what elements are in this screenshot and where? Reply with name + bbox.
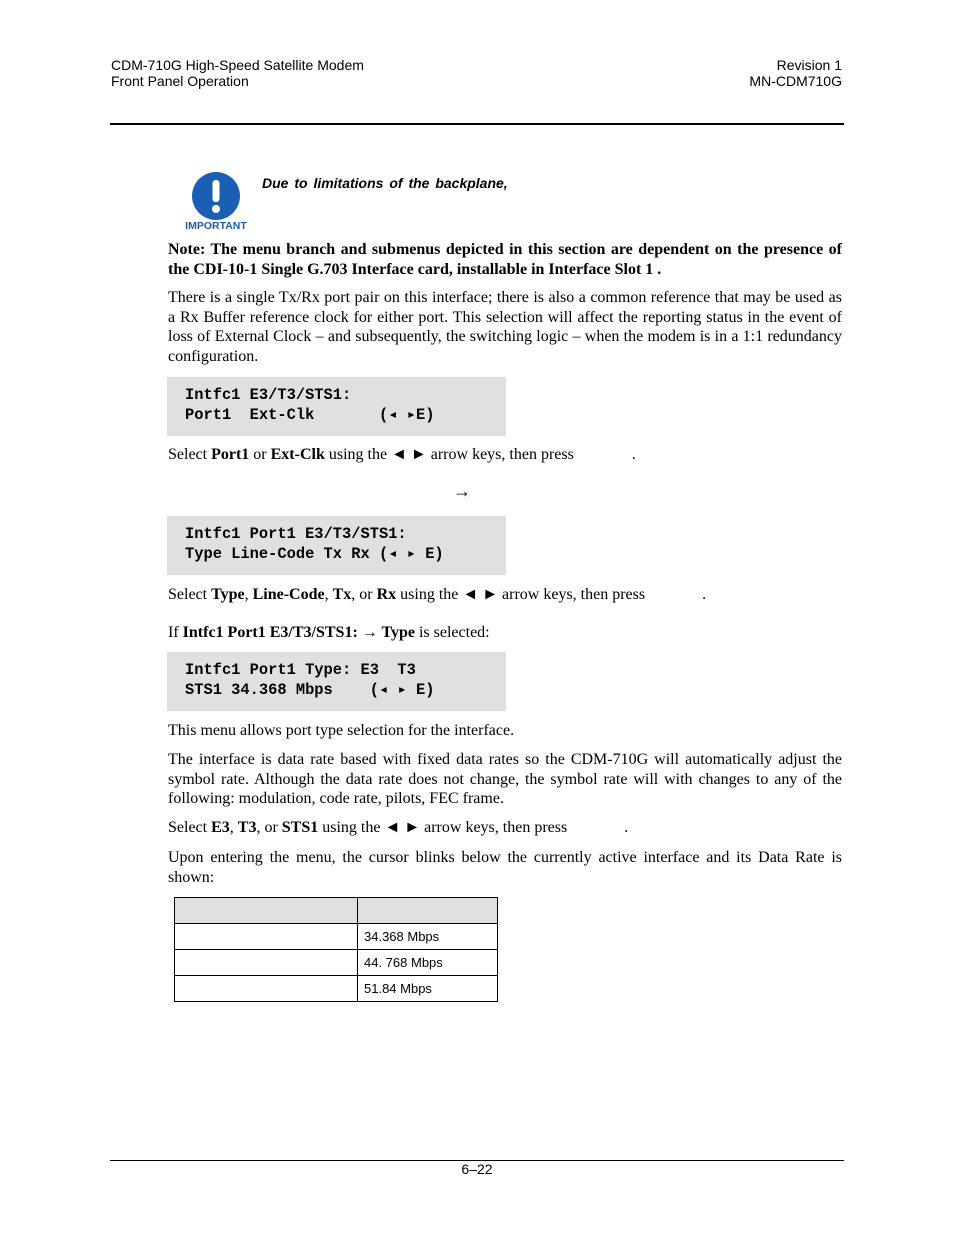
table-cell-type [175,976,358,1002]
lcd-line-2: Port1 Ext-Clk (◂ ▸E) [185,406,435,424]
if-type-selected-line: If Intfc1 Port1 E3/T3/STS1: → Type is selected: [168,624,490,641]
table-cell-rate: 51.84 Mbps [358,976,498,1002]
table-cell-rate: 44. 768 Mbps [358,950,498,976]
section-title: Front Panel Operation [111,73,249,89]
table-cell-type [175,950,358,976]
table-row [175,950,498,976]
table-cell-rate: 34.368 Mbps [358,924,498,950]
lcd-display-port-type [167,652,506,711]
lcd-line-1: Intfc1 E3/T3/STS1: [185,386,352,404]
header-rule [110,123,844,125]
page-number: 6–22 [461,1161,493,1177]
lcd-line-2: STS1 34.368 Mbps (◂ ▸ E) [185,681,435,699]
doc-title: CDM-710G High-Speed Satellite Modem [111,57,364,73]
lcd-display-port-select [167,377,506,436]
header-right [749,57,842,89]
select-port-instruction: Select Port1 or Ext-Clk using the ◄ ► arrow keys, then press . [168,446,636,463]
right-arrow-icon: → [453,481,471,501]
table-header-row [175,898,498,924]
data-rate-paragraph: The interface is data rate based with fixed data rates so the CDM-710G will automatically adjust the symbol rate. Although the data rate does not change, the symbol rate will with changes to any of the following: modulation, code rate, pilots, FEC frame. [168,751,842,808]
data-rate-table [174,897,498,1002]
table-row [175,924,498,950]
important-text: Due to limitations of the backplane, [262,175,508,191]
select-config-instruction: Select Type, Line-Code, Tx, or Rx using the ◄ ► arrow keys, then press . [168,586,707,603]
lcd-line-1: Intfc1 Port1 Type: E3 T3 [185,661,416,679]
cursor-paragraph: Upon entering the menu, the cursor blinks below the currently active interface and its Data Rate is shown: [168,849,842,886]
header-left [111,57,364,89]
table-header-cell [358,898,498,924]
lcd-line-1: Intfc1 Port1 E3/T3/STS1: [185,525,407,543]
table-cell-type [175,924,358,950]
table-header-cell [175,898,358,924]
table-row [175,976,498,1002]
manual-number: MN-CDM710G [749,73,842,89]
port-type-paragraph: This menu allows port type selection for the interface. [168,722,515,739]
select-type-instruction: Select E3, T3, or STS1 using the ◄ ► arrow keys, then press . [168,819,629,836]
intro-paragraph: There is a single Tx/Rx port pair on this interface; there is also a common reference that may be used as a Rx Buffer reference clock for either port. This selection will affect the reporting status in the event of loss of External Clock – and subsequently, the switching logic – when the modem is in a 1:1 redundancy configuration. [168,289,842,365]
lcd-line-2: Type Line-Code Tx Rx (◂ ▸ E) [185,545,444,563]
lcd-display-port-config [167,516,506,575]
revision-label: Revision 1 [776,57,842,73]
important-icon [184,171,250,233]
svg-text:IMPORTANT: IMPORTANT [185,220,247,232]
note-paragraph: Note: The menu branch and submenus depicted in this section are dependent on the presence of the CDI-10-1 Single G.703 Interface card, installable in Interface Slot 1 . [168,241,842,278]
